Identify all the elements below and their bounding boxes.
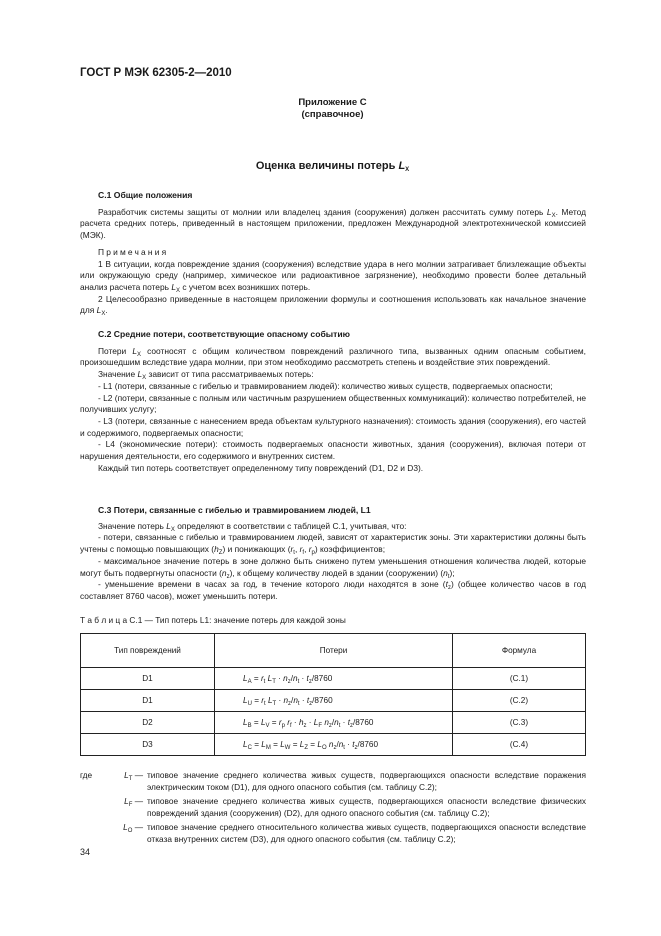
table-row [81,690,586,712]
page-title: Оценка величины потерь $L_X$ [255,160,410,173]
note-2: 2 Целесообразно приведенные в настоящем приложении формулы и соотношения использовать как начальное значение для $L_X$. [80,293,586,318]
definition-symbol: $L_F$ — [124,796,143,808]
formula-number-cell: (С.4) [453,734,586,756]
section-c3-heading: С.3 Потери, связанные с гибелью и травмированием людей, L1 [98,505,371,515]
annex-heading [80,97,585,121]
column-header: Потери [215,634,453,668]
loss-formula-cell: $L_U = r_t$ $L_T \cdot n_z/n_t \cdot t_z/8760$ [215,690,453,712]
loss-table [80,633,586,756]
loss-formula-cell: $L_B = L_V = r_p$ $r_f \cdot h_z \cdot L_F$ $n_z/n_t \cdot t_z/8760$ [215,712,453,734]
notes-heading: Примечания [98,246,169,257]
where-label: где [80,770,93,780]
list-item: - максимальное значение потерь в зоне должно быть снижено путем уменьшения отношения количества людей, которые могут быть подвергнуты опасности $(n_z)$, к общему количеству людей в здании (сооружении) $(n_t)$; [80,555,586,580]
damage-type-cell: D2 [81,712,215,734]
list-item: - потери, связанные с гибелью и травмированием людей, зависят от характеристик зоны. Эти характеристики должны быть учтены с помощью повышающих $(h_Z)$ и понижающих ($r_t$, $r_f$, $r_p$) коэффициентов; [80,532,586,557]
formula-number-cell: (С.1) [453,668,586,690]
definition-text: типовое значение среднего относительного количества живых существ, подвергающихся опасности вследствие отказа внутренних систем (D3), для одного опасного события (см. таблицу С.2); [147,822,586,844]
list-item: - L4 (экономические потери): стоимость подвергаемых опасности животных, здания (сооружения), включая потери от нарушения деятельности, его содержимого и внутренних систем. [80,439,586,462]
table-row [81,668,586,690]
section-c2-para-1: Потери $L_X$ соотносят с общим количеством повреждений различного типа, вызванных одним опасным событием, произошедшим вследствие удара молнии, при этом необходимо рассмотреть степень и воздействие этих повреждений. [80,345,587,368]
annex-name: Приложение С [298,97,367,108]
page-number: 34 [80,847,91,857]
definition-text: типовое значение среднего количества живых существ, подвергающихся опасности вследствие поражения электрическим током (D1), для одного опасного события (см. таблицу С.2); [147,770,586,792]
damage-type-cell: D1 [81,668,215,690]
table-row [81,712,586,734]
section-c2-para-2: Значение $L_X$ зависит от типа рассматриваемых потерь: [98,369,314,382]
column-header: Формула [453,634,586,668]
section-c2-para-3: Каждый тип потерь соответствует определенному типу повреждений (D1, D2 и D3). [98,462,424,473]
column-header: Тип повреждений [81,634,215,668]
section-c1-heading: С.1 Общие положения [98,190,193,200]
section-c3-para: Значение потерь $L_X$ определяют в соответствии с таблицей С.1, учитывая, что: [98,520,407,533]
definition-symbol: $L_O$ — [123,822,143,834]
table-row [81,734,586,756]
table-caption: Т а б л и ц а С.1 — Тип потерь L1: значение потерь для каждой зоны [80,615,346,625]
damage-type-cell: D3 [81,734,215,756]
section-c1-para: Разработчик системы защиты от молнии или владелец здания (сооружения) должен рассчитать сумму потерь $L_X$. Метод расчета средних потерь, приведенный в настоящем приложении, предложен Международной электротехнической комиссией (МЭК). [80,206,586,241]
note-1: 1 В ситуации, когда повреждение здания (сооружения) вследствие удара в него молнии затрагивает близлежащие объекты или окружающую среду (например, химическое или радиоактивное загрязнение), необходимо провести более детальный анализ расчета потерь $L_X$ с учетом всех возникших потерь. [80,258,586,294]
formula-number-cell: (С.3) [453,712,586,734]
definition-text: типовое значение среднего количества живых существ, подвергающихся опасности вследствие физических повреждений здания (сооружения) (D2), для одного опасного события (см. таблицу С.2); [147,796,586,818]
definition-symbol: $L_T$ — [124,770,143,782]
loss-formula-cell: $L_C = L_M = L_W = L_Z = L_O$ $n_z/n_t \cdot t_z/8760$ [215,734,453,756]
section-c3 [80,505,586,603]
list-item: - L1 (потери, связанные с гибелью и травмированием людей): количество живых существ, подвергаемых опасности; [98,380,553,391]
section-c2-heading: С.2 Средние потери, соответствующие опасному событию [98,329,350,339]
standard-header: ГОСТ Р МЭК 62305-2—2010 [80,67,232,79]
loss-formula-cell: $L_A = r_t$ $L_T \cdot n_z/n_t \cdot t_z/8760$ [215,668,453,690]
section-c2 [80,329,586,474]
section-c1 [80,190,586,317]
damage-type-cell: D1 [81,690,215,712]
annex-kind: (справочное) [301,109,364,120]
formula-number-cell: (С.2) [453,690,586,712]
list-item: - L2 (потери, связанные с полным или частичным разрушением общественных коммуникаций): количество потребителей, не получивших услугу; [80,392,586,415]
list-item: - уменьшение времени в часах за год, в течение которого люди находятся в зоне $(t_z)$ (общее количество часов в год составляет 8760 часов), может уменьшить потери. [80,579,586,601]
list-item: - L3 (потери, связанные с нанесением вреда объектам культурного назначения): стоимость здания (сооружения), его частей и содержимого, подвергаемых опасности; [80,415,586,438]
